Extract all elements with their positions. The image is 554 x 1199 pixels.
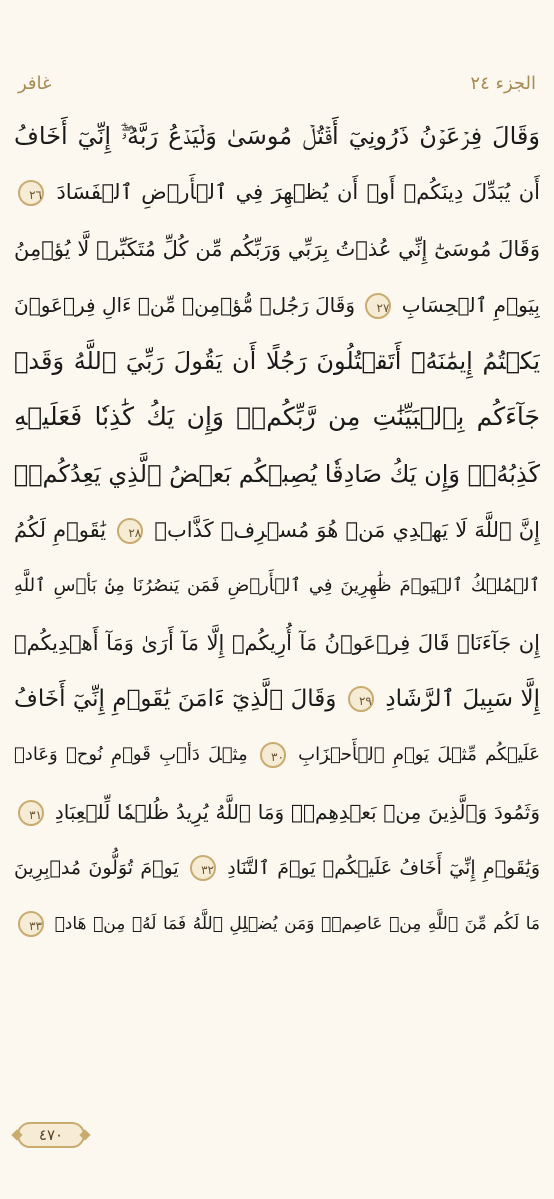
verse-text[interactable]: كَذِبُهُۥۖ وَإِن يَكُ صَادِقٗا يُصِبۡكُم بَعۡضُ ٱلَّذِي يَعِدُكُمۡۖ — [14, 459, 540, 488]
quran-line[interactable] — [14, 108, 540, 164]
verse-text[interactable]: وَقَالَ فِرۡعَوۡنُ ذَرُونِيٓ أَقۡتُلۡ مُوسَىٰ وَلۡيَدۡعُ رَبَّهُۥٓۖ إِنِّيٓ أَخَافُ — [14, 122, 540, 150]
verse-text[interactable]: وَثَمُودَ وَٱلَّذِينَ مِنۢ بَعۡدِهِمۡۚ وَمَا ٱللَّهُ يُرِيدُ ظُلۡمٗا لِّلۡعِبَادِ — [54, 799, 540, 824]
ayah-number-marker[interactable]: ٢٦ — [18, 180, 44, 206]
verse-text[interactable]: وَيَٰقَوۡمِ إِنِّيٓ أَخَافُ عَلَيۡكُمۡ يَوۡمَ ٱلتَّنَادِ — [227, 856, 540, 879]
verse-text[interactable]: إِن جَآءَنَاۚ قَالَ فِرۡعَوۡنُ مَآ أُرِيكُمۡ إِلَّا مَآ أَرَىٰ وَمَآ أَهۡدِيكُمۡ — [14, 630, 540, 655]
ayah-number-marker[interactable]: ٢٨ — [117, 518, 143, 544]
ayah-number-marker[interactable]: ٣١ — [18, 800, 44, 826]
verse-text[interactable]: يَٰقَوۡمِ لَكُمُ — [14, 518, 107, 543]
ayah-number-marker[interactable]: ٣٣ — [18, 911, 44, 937]
quran-line[interactable] — [14, 221, 540, 277]
verse-text[interactable]: وَقَالَ رَجُلٞ مُّؤۡمِنٞ مِّنۡ ءَالِ فِرۡعَوۡنَ — [14, 292, 355, 317]
quran-line[interactable] — [14, 446, 540, 502]
surah-name[interactable]: غافر — [18, 72, 52, 94]
quran-line[interactable] — [14, 727, 540, 783]
verse-text[interactable]: أَن يُبَدِّلَ دِينَكُمۡ أَوۡ أَن يُظۡهِرَ فِي ٱلۡأَرۡضِ ٱلۡفَسَادَ — [56, 180, 540, 205]
quran-line[interactable] — [14, 840, 540, 896]
quran-line[interactable] — [14, 558, 540, 614]
verse-text[interactable]: جَآءَكُم بِٱلۡبَيِّنَٰتِ مِن رَّبِّكُمۡۖ وَإِن يَكُ كَٰذِبٗا فَعَلَيۡهِ — [14, 402, 540, 432]
quran-line[interactable] — [14, 389, 540, 445]
ayah-number-marker[interactable]: ٢٩ — [348, 686, 374, 712]
quran-line[interactable] — [14, 277, 540, 333]
verse-text[interactable]: ٱلۡمُلۡكُ ٱلۡيَوۡمَ ظَٰهِرِينَ فِي ٱلۡأَرۡضِ فَمَن يَنصُرُنَا مِنۢ بَأۡسِ ٱللَّهِ — [14, 575, 540, 597]
ayah-number-marker[interactable]: ٣٠ — [260, 742, 286, 768]
juz-label[interactable]: الجزء ٢٤ — [470, 72, 536, 94]
page-footer — [16, 1120, 86, 1150]
verse-text[interactable]: مَا لَكُم مِّنَ ٱللَّهِ مِنۡ عَاصِمٖۗ وَمَن يُضۡلِلِ ٱللَّهُ فَمَا لَهُۥ مِنۡ هَادٖ — [54, 914, 540, 935]
quran-line[interactable] — [14, 502, 540, 558]
verse-text[interactable]: إِنَّ ٱللَّهَ لَا يَهۡدِي مَنۡ هُوَ مُسۡرِفٞ كَذَّابٞ — [154, 518, 540, 543]
quran-text-block — [14, 108, 540, 952]
ayah-number-marker[interactable]: ٢٧ — [365, 293, 391, 319]
quran-line[interactable] — [14, 333, 540, 389]
page-number: ٤٧٠ — [38, 1126, 64, 1144]
ayah-number-marker[interactable]: ٣٢ — [190, 855, 216, 881]
verse-text[interactable]: وَقَالَ مُوسَىٰٓ إِنِّي عُذۡتُ بِرَبِّي وَرَبِّكُم مِّن كُلِّ مُتَكَبِّرٖ لَّا يُؤۡمِنُ — [14, 236, 540, 261]
verse-text[interactable]: بِيَوۡمِ ٱلۡحِسَابِ — [401, 292, 540, 317]
page-number-badge — [17, 1122, 85, 1148]
verse-text[interactable]: يَكۡتُمُ إِيمَٰنَهُۥٓ أَتَقۡتُلُونَ رَجُلًا أَن يَقُولَ رَبِّيَ ٱللَّهُ وَقَدۡ — [14, 347, 540, 376]
verse-text[interactable]: وَقَالَ ٱلَّذِيٓ ءَامَنَ يَٰقَوۡمِ إِنِّيٓ أَخَافُ — [14, 685, 337, 712]
verse-text[interactable]: عَلَيۡكُم مِّثۡلَ يَوۡمِ ٱلۡأَحۡزَابِ — [298, 744, 540, 766]
verse-text[interactable]: يَوۡمَ تُوَلُّونَ مُدۡبِرِينَ — [14, 856, 179, 879]
quran-line[interactable] — [14, 671, 540, 727]
verse-text[interactable]: مِثۡلَ دَأۡبِ قَوۡمِ نُوحٖ وَعَادٖ — [14, 744, 248, 766]
verse-text[interactable]: إِلَّا سَبِيلَ ٱلرَّشَادِ — [385, 685, 540, 712]
quran-line[interactable] — [14, 615, 540, 671]
quran-line[interactable] — [14, 784, 540, 840]
page-header — [18, 68, 536, 98]
quran-line[interactable] — [14, 896, 540, 952]
quran-line[interactable] — [14, 164, 540, 220]
